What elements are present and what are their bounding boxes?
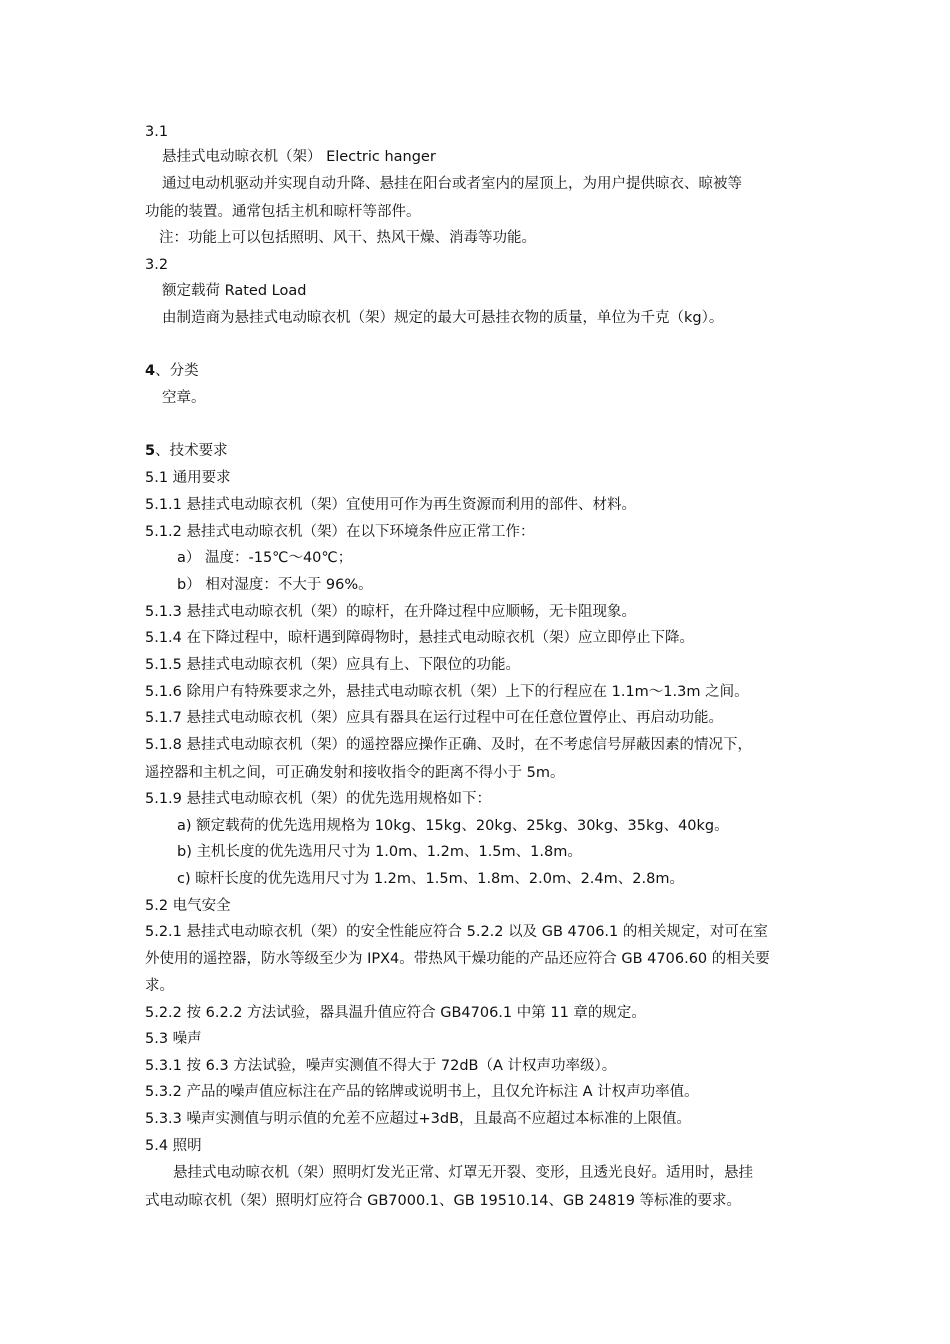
clause-3-2-definition: 由制造商为悬挂式电动晾衣机（架）规定的最大可悬挂衣物的质量，单位为千克（kg）。 <box>162 310 724 326</box>
clause-5-1-9-item-a: a) 额定载荷的优先选用规格为 10kg、15kg、20kg、25kg、30kg、35kg、40kg。 <box>177 818 729 834</box>
section-4-heading <box>145 361 199 381</box>
clause-5-4-body-line1: 悬挂式电动晾衣机（架）照明灯发光正常、灯罩无开裂、变形，且透光良好。适用时，悬挂 <box>173 1165 753 1181</box>
clause-5-1-6: 5.1.6 除用户有特殊要求之外，悬挂式电动晾衣机（架）上下的行程应在 1.1m～1.3m 之间。 <box>145 684 749 700</box>
clause-3-2-number: 3.2 <box>145 257 169 273</box>
clause-5-2-2: 5.2.2 按 6.2.2 方法试验，器具温升值应符合 GB4706.1 中第 11 章的规定。 <box>145 1005 646 1021</box>
clause-5-1-9-item-b: b) 主机长度的优先选用尺寸为 1.0m、1.2m、1.5m、1.8m。 <box>177 844 582 860</box>
clause-3-2-term: 额定载荷 Rated Load <box>162 283 307 299</box>
clause-3-1-term: 悬挂式电动晾衣机（架） Electric hanger <box>162 149 436 165</box>
clause-5-1-2: 5.1.2 悬挂式电动晾衣机（架）在以下环境条件应正常工作： <box>145 524 535 540</box>
clause-5-1-8-line2: 遥控器和主机之间，可正确发射和接收指令的距离不得小于 5m。 <box>145 765 565 781</box>
clause-5-2-1-line2: 外使用的遥控器，防水等级至少为 IPX4。带热风干燥功能的产品还应符合 GB 4706.60 的相关要 <box>145 951 770 967</box>
clause-5-1-4: 5.1.4 在下降过程中，晾杆遇到障碍物时，悬挂式电动晾衣机（架）应立即停止下降。 <box>145 630 695 646</box>
clause-5-1: 5.1 通用要求 <box>145 470 231 486</box>
clause-5-2-1-line3: 求。 <box>145 978 174 994</box>
clause-5-1-2-item-a: a） 温度：-15℃～40℃； <box>177 550 353 566</box>
clause-5-1-1: 5.1.1 悬挂式电动晾衣机（架）宜使用可作为再生资源而利用的部件、材料。 <box>145 497 637 513</box>
clause-3-1-note: 注：功能上可以包括照明、风干、热风干燥、消毒等功能。 <box>159 230 536 246</box>
clause-5-1-8-line1: 5.1.8 悬挂式电动晾衣机（架）的遥控器应操作正确、及时，在不考虑信号屏蔽因素的情况下， <box>145 737 752 753</box>
section-5-number: 5 <box>145 443 156 459</box>
clause-5-2-1-line1: 5.2.1 悬挂式电动晾衣机（架）的安全性能应符合 5.2.2 以及 GB 4706.1 的相关规定，对可在室 <box>145 924 768 940</box>
clause-5-3-2: 5.3.2 产品的噪声值应标注在产品的铭牌或说明书上，且仅允许标注 A 计权声功率值。 <box>145 1084 699 1100</box>
clause-5-1-2-item-b: b） 相对湿度：不大于 96%。 <box>177 577 373 593</box>
clause-5-1-3: 5.1.3 悬挂式电动晾衣机（架）的晾杆，在升降过程中应顺畅，无卡阻现象。 <box>145 604 637 620</box>
clause-5-3-3: 5.3.3 噪声实测值与明示值的允差不应超过+3dB，且最高不应超过本标准的上限值。 <box>145 1111 692 1127</box>
clause-3-1-definition-line1: 通过电动机驱动并实现自动升降、悬挂在阳台或者室内的屋顶上，为用户提供晾衣、晾被等 <box>162 176 742 192</box>
clause-5-1-7: 5.1.7 悬挂式电动晾衣机（架）应具有器具在运行过程中可在任意位置停止、再启动功能。 <box>145 710 723 726</box>
clause-5-3-1: 5.3.1 按 6.3 方法试验，噪声实测值不得大于 72dB（A 计权声功率级）。 <box>145 1058 617 1074</box>
clause-5-4-body-line2: 式电动晾衣机（架）照明灯应符合 GB7000.1、GB 19510.14、GB 24819 等标准的要求。 <box>145 1193 742 1209</box>
clause-5-4: 5.4 照明 <box>145 1138 202 1154</box>
section-5-heading <box>145 441 228 461</box>
section-4-body: 空章。 <box>162 390 206 406</box>
section-5-title: 、技术要求 <box>155 443 228 459</box>
clause-3-1-number: 3.1 <box>145 124 169 140</box>
section-4-title: 、分类 <box>155 363 199 379</box>
clause-5-1-5: 5.1.5 悬挂式电动晾衣机（架）应具有上、下限位的功能。 <box>145 657 521 673</box>
clause-5-2: 5.2 电气安全 <box>145 898 231 914</box>
clause-3-1-definition-line2: 功能的装置。通常包括主机和晾杆等部件。 <box>145 204 421 220</box>
clause-5-1-9: 5.1.9 悬挂式电动晾衣机（架）的优先选用规格如下： <box>145 791 492 807</box>
clause-5-3: 5.3 噪声 <box>145 1031 202 1047</box>
section-4-number: 4 <box>145 363 156 379</box>
clause-5-1-9-item-c: c) 晾杆长度的优先选用尺寸为 1.2m、1.5m、1.8m、2.0m、2.4m、2.8m。 <box>177 871 684 887</box>
